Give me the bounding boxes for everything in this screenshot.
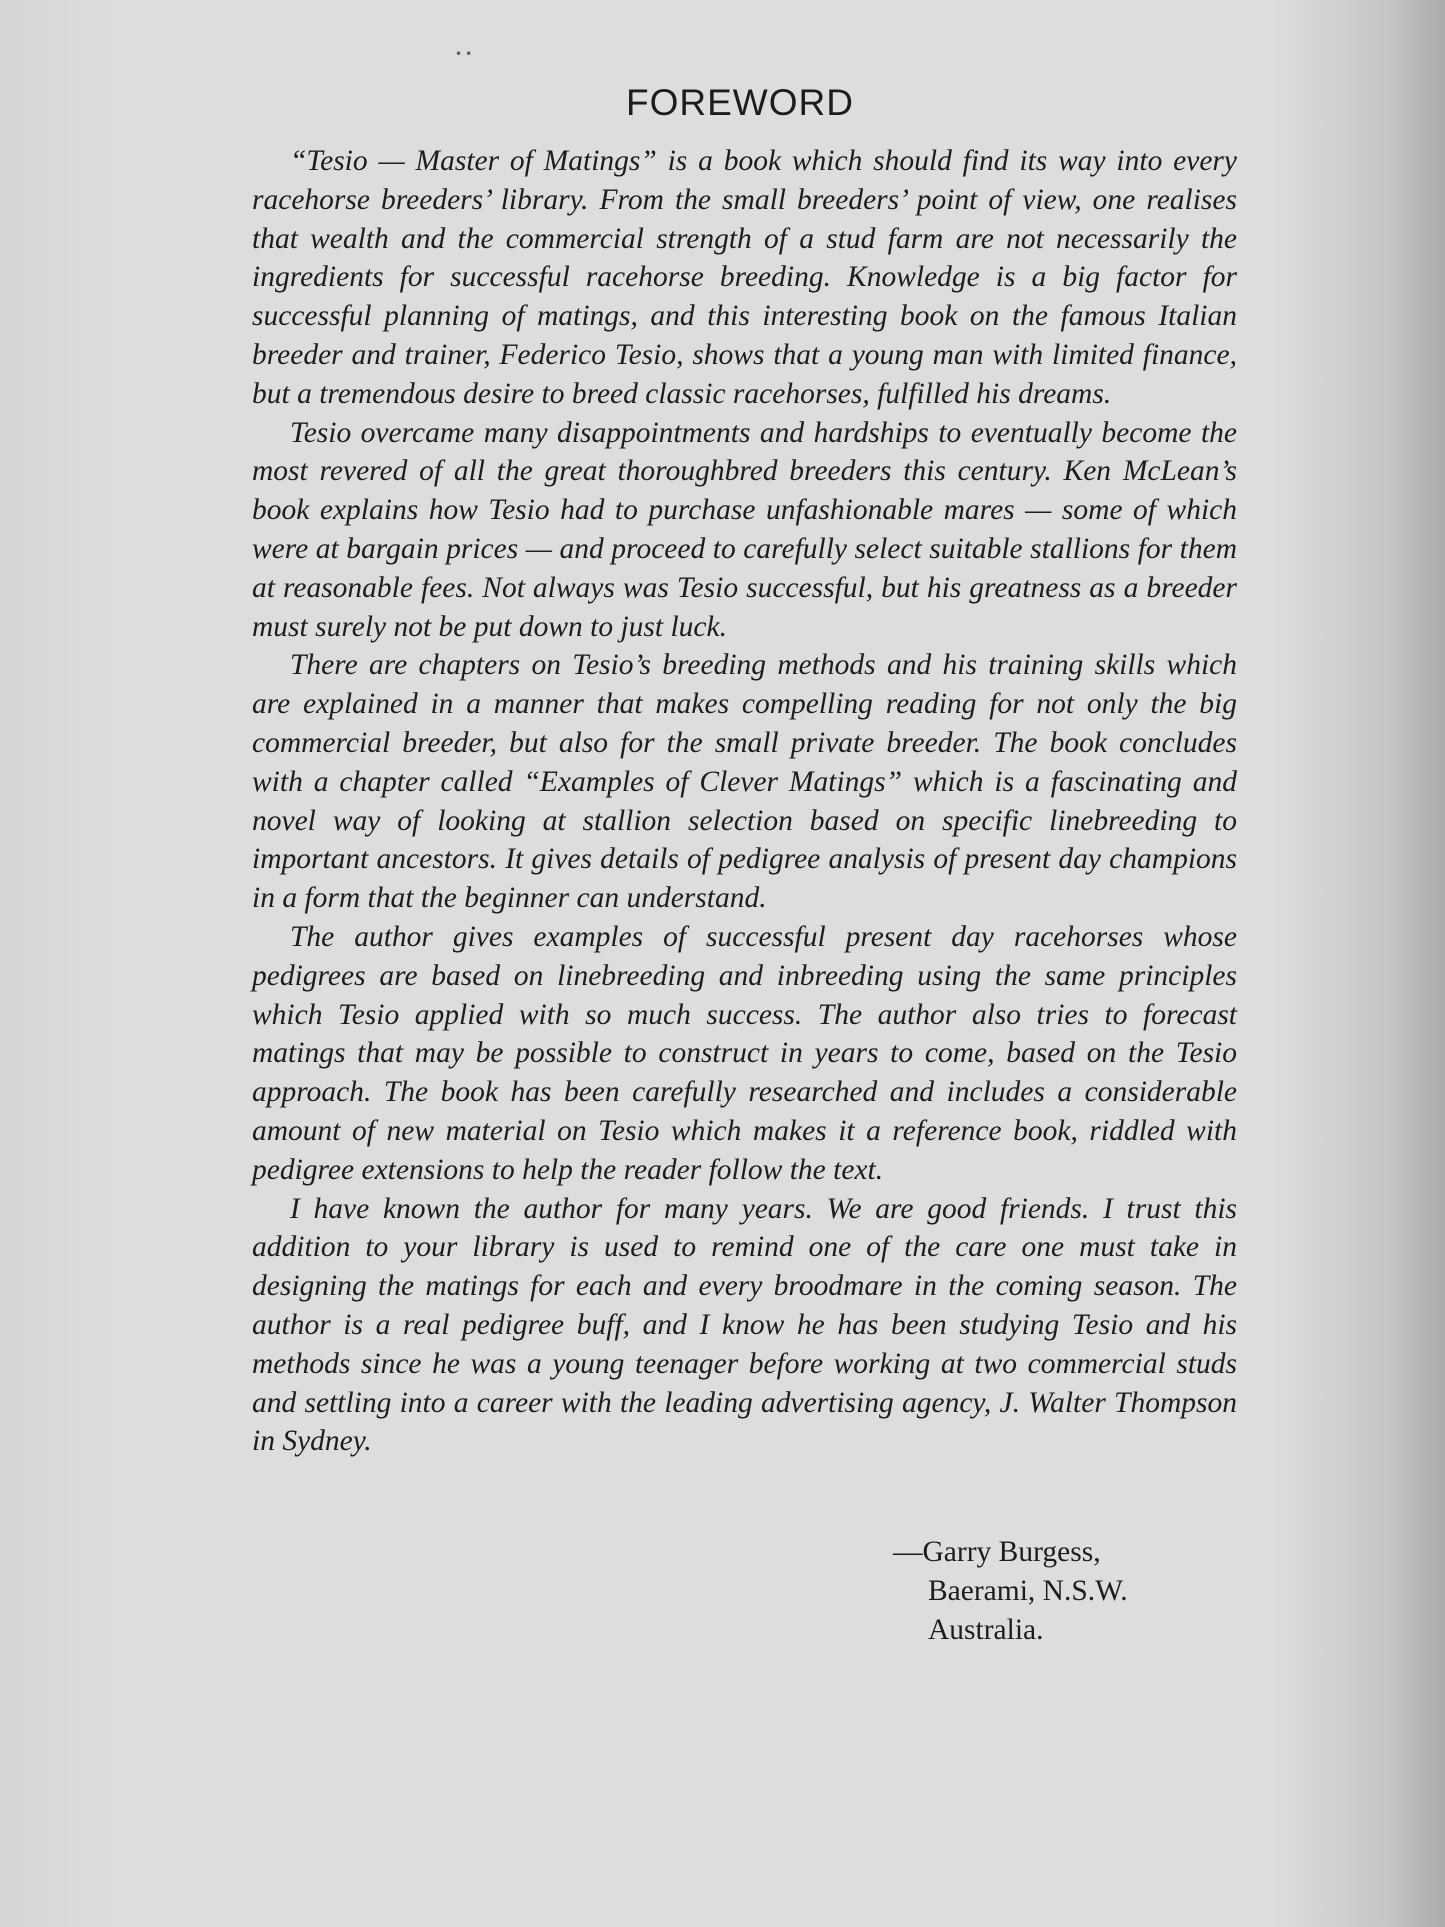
paragraph-1: “Tesio — Master of Matings” is a book which should find its way into every racehorse breeders’ library. From the small breeders’ point of view, one realises that wealth and the commercial strength of a stud farm are not necessarily the ingredients for successful racehorse breeding. Knowledge is a big factor for successful planning of matings, and this interesting book on the famous Italian breeder and trainer, Federico Tesio, shows that a young man with limited finance, but a tremendous desire to breed classic racehorses, fulfilled his dreams. [252, 145, 1237, 410]
print-specks: •• [455, 47, 476, 61]
signature-place: Baerami, N.S.W. [928, 1574, 1128, 1607]
paragraph-3: There are chapters on Tesio’s breeding methods and his training skills which are explained in a manner that makes compelling reading for not only the big commercial breeder, but also for the small private breeder. The book concludes with a chapter called “Examples of Clever Matings” which is a fascinating and novel way of looking at stallion selection based on specific linebreeding to important ancestors. It gives details of pedigree analysis of present day champions in a form that the beginner can understand. [252, 649, 1237, 915]
paragraph-2: Tesio overcame many disappointments and hardships to eventually become the most revered of all the great thoroughbred breeders this century. Ken McLean’s book explains how Tesio had to purchase unfashionable mares — some of which were at bargain prices — and proceed to carefully select suitable stallions for them at reasonable fees. Not always was Tesio successful, but his greatness as a breeder must surely not be put down to just luck. [252, 416, 1237, 643]
signature-block [893, 1533, 1128, 1649]
paragraph-4: The author gives examples of successful present day racehorses whose pedigrees are based on linebreeding and inbreeding using the same principles which Tesio applied with so much success. The author also tries to forecast matings that may be possible to construct in years to come, based on the Tesio approach. The book has been carefully researched and includes a considerable amount of new material on Tesio which makes it a reference book, riddled with pedigree extensions to help the reader follow the text. [252, 920, 1237, 1186]
foreword-body [252, 142, 1237, 1461]
paragraph-5: I have known the author for many years. We are good friends. I trust this addition to your library is used to remind one of the care one must take in designing the matings for each and every broodmare in the coming season. The author is a real pedigree buff, and I know he has been studying Tesio and his methods since he was a young teenager before working at two commercial studs and settling into a career with the leading advertising agency, J. Walter Thompson in Sydney. [252, 1192, 1237, 1458]
signature-country: Australia. [928, 1613, 1044, 1646]
page-title: FOREWORD [626, 82, 854, 123]
signature-name: —Garry Burgess, [893, 1536, 1101, 1568]
